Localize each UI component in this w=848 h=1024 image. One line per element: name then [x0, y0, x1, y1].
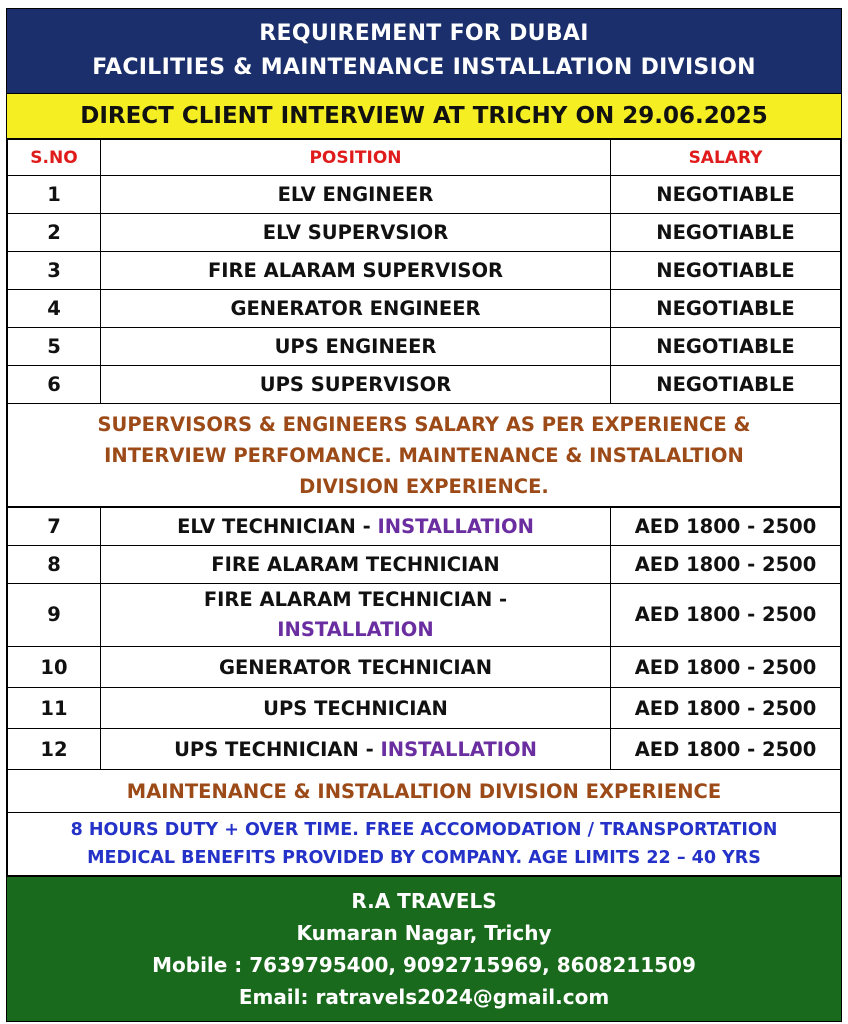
table-row [8, 508, 841, 546]
note-line-1: SUPERVISORS & ENGINEERS SALARY AS PER EXPERIENCE & [97, 412, 751, 436]
supervisor-salary-note [7, 404, 841, 507]
cell-position: UPS TECHNICIAN [101, 688, 611, 729]
cell-position: GENERATOR TECHNICIAN [101, 647, 611, 688]
position-text: ELV TECHNICIAN - [177, 515, 378, 538]
note-line-2: INTERVIEW PERFOMANCE. MAINTENANCE & INSTALALTION [104, 443, 744, 467]
cell-sno: 5 [8, 328, 101, 366]
benefits-block [7, 813, 841, 876]
cell-salary: NEGOTIABLE [611, 176, 841, 214]
positions-table-a [7, 139, 841, 404]
cell-sno: 9 [8, 584, 101, 647]
cell-sno: 10 [8, 647, 101, 688]
cell-salary: AED 1800 - 2500 [611, 508, 841, 546]
cell-salary: AED 1800 - 2500 [611, 584, 841, 647]
table-row [8, 252, 841, 290]
cell-salary: AED 1800 - 2500 [611, 647, 841, 688]
cell-sno: 7 [8, 508, 101, 546]
cell-salary: NEGOTIABLE [611, 328, 841, 366]
table-header-row [8, 140, 841, 176]
installation-text: INSTALLATION [277, 618, 434, 641]
table-row [8, 290, 841, 328]
header-position: POSITION [101, 140, 611, 176]
company-name: R.A TRAVELS [351, 889, 497, 913]
cell-position: UPS SUPERVISOR [101, 366, 611, 404]
cell-salary: NEGOTIABLE [611, 214, 841, 252]
position-text: FIRE ALARAM TECHNICIAN - [203, 588, 508, 611]
interview-banner: DIRECT CLIENT INTERVIEW AT TRICHY ON 29.06.2025 [7, 93, 841, 139]
cell-salary: AED 1800 - 2500 [611, 729, 841, 770]
header-sno: S.NO [8, 140, 101, 176]
cell-position: GENERATOR ENGINEER [101, 290, 611, 328]
cell-sno: 1 [8, 176, 101, 214]
poster-title [7, 9, 841, 93]
company-mobile: Mobile : 7639795400, 9092715969, 8608211509 [152, 953, 696, 977]
table-row [8, 688, 841, 729]
cell-position: UPS ENGINEER [101, 328, 611, 366]
cell-position: ELV SUPERVSIOR [101, 214, 611, 252]
cell-sno: 11 [8, 688, 101, 729]
cell-salary: NEGOTIABLE [611, 252, 841, 290]
cell-sno: 6 [8, 366, 101, 404]
table-row [8, 214, 841, 252]
installation-text: INSTALLATION [377, 515, 534, 538]
title-line-2: FACILITIES & MAINTENANCE INSTALLATION DIVISION [92, 55, 756, 80]
table-row [8, 584, 841, 647]
cell-position [101, 584, 611, 647]
cell-position [101, 729, 611, 770]
note-line-3: DIVISION EXPERIENCE. [299, 474, 549, 498]
positions-table-b [7, 507, 841, 770]
contact-footer [7, 876, 841, 1021]
cell-sno: 4 [8, 290, 101, 328]
cell-position: FIRE ALARAM TECHNICIAN [101, 546, 611, 584]
cell-position: FIRE ALARAM SUPERVISOR [101, 252, 611, 290]
cell-sno: 3 [8, 252, 101, 290]
table-row [8, 729, 841, 770]
cell-salary: NEGOTIABLE [611, 290, 841, 328]
benefits-line-2: MEDICAL BENEFITS PROVIDED BY COMPANY. AGE LIMITS 22 – 40 YRS [87, 848, 761, 868]
table-row [8, 366, 841, 404]
title-line-1: REQUIREMENT FOR DUBAI [259, 21, 589, 46]
cell-salary: AED 1800 - 2500 [611, 688, 841, 729]
header-salary: SALARY [611, 140, 841, 176]
cell-sno: 8 [8, 546, 101, 584]
installation-text: INSTALLATION [380, 737, 537, 761]
cell-sno: 12 [8, 729, 101, 770]
cell-position [101, 508, 611, 546]
benefits-line-1: 8 HOURS DUTY + OVER TIME. FREE ACCOMODATION / TRANSPORTATION [70, 820, 778, 840]
cell-salary: AED 1800 - 2500 [611, 546, 841, 584]
table-row [8, 546, 841, 584]
cell-sno: 2 [8, 214, 101, 252]
table-row [8, 328, 841, 366]
job-poster [6, 8, 842, 1022]
company-address: Kumaran Nagar, Trichy [296, 921, 552, 945]
division-experience-note: MAINTENANCE & INSTALALTION DIVISION EXPERIENCE [7, 770, 841, 813]
table-row [8, 176, 841, 214]
cell-position: ELV ENGINEER [101, 176, 611, 214]
cell-salary: NEGOTIABLE [611, 366, 841, 404]
company-email: Email: ratravels2024@gmail.com [238, 985, 610, 1009]
position-text: UPS TECHNICIAN - [174, 737, 381, 761]
table-row [8, 647, 841, 688]
